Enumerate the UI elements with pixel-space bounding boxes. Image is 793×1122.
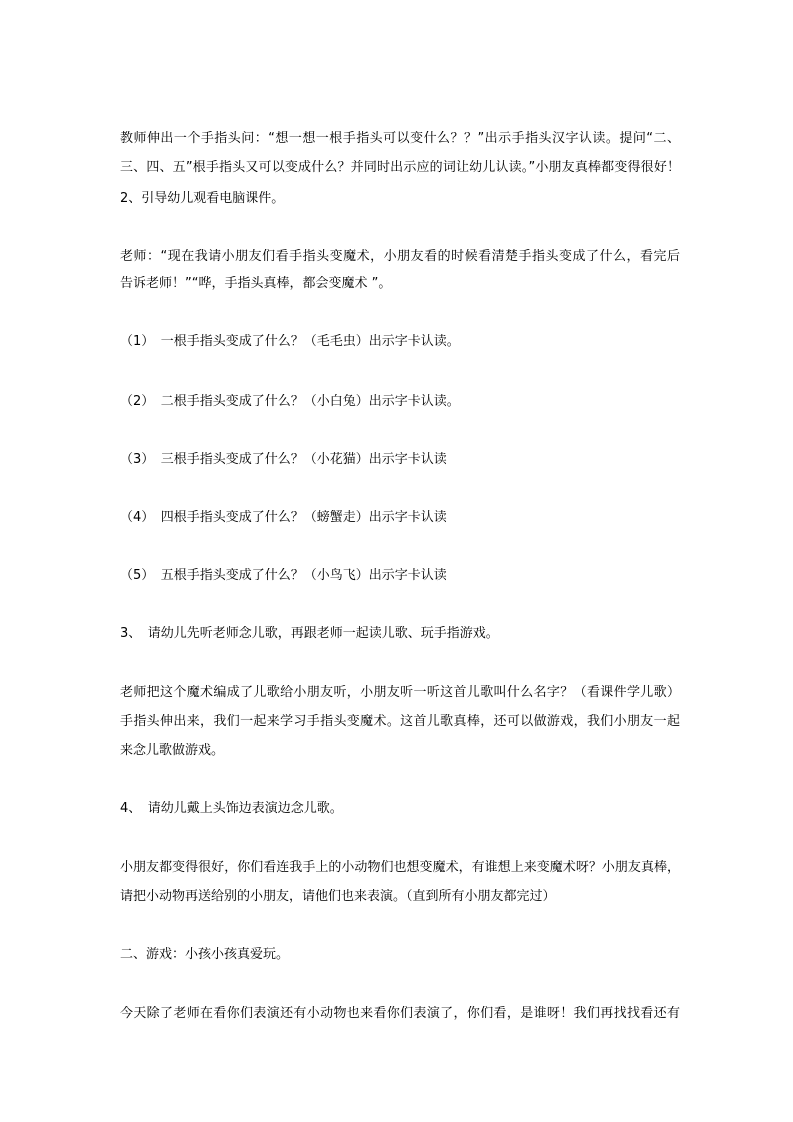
text-line-4: 老师：“现在我请小朋友们看手指头变魔术，小朋友看的时候看清楚手指头变成了什么，看完后: [120, 249, 680, 264]
text-line-5: 告诉老师！”“哗，手指头真棒，都会变魔术 ”。: [120, 276, 392, 291]
text-line-17: 请把小动物再送给别的小朋友，请他们也来表演。（直到所有小朋友都完过）: [120, 889, 556, 904]
list-item-4: （4） 四根手指头变成了什么？（螃蟹走）出示字卡认读: [120, 510, 447, 525]
text-line-13: 手指头伸出来，我们一起来学习手指头变魔术。这首儿歌真棒，还可以做游戏，我们小朋友一起: [120, 714, 680, 729]
text-line-16: 小朋友都变得很好，你们看连我手上的小动物们也想变魔术，有谁想上来变魔术呀？小朋友真棒，: [120, 860, 680, 875]
list-item-5: （5） 五根手指头变成了什么？（小鸟飞）出示字卡认读: [120, 568, 447, 583]
list-item-1: （1） 一根手指头变成了什么？（毛毛虫）出示字卡认读。: [120, 334, 460, 349]
text-line-19: 今天除了老师在看你们表演还有小动物也来看你们表演了，你们看，是谁呀！我们再找找看还有: [120, 1006, 680, 1021]
section-heading-2: 2、引导幼儿观看电脑课件。: [120, 191, 285, 206]
section-heading-3: 3、 请幼儿先听老师念儿歌，再跟老师一起读儿歌、玩手指游戏。: [120, 626, 499, 641]
text-line-2: 三、四、五”根手指头又可以变成什么？并同时出示应的词让幼儿认读。”小朋友真棒都变得很好！: [120, 160, 680, 175]
text-line-14: 来念儿歌做游戏。: [120, 743, 225, 758]
text-line-12: 老师把这个魔术编成了儿歌给小朋友听，小朋友听一听这首儿歌叫什么名字？（看课件学儿歌）: [120, 685, 680, 700]
list-item-3: （3） 三根手指头变成了什么？（小花猫）出示字卡认读: [120, 452, 447, 467]
list-item-2: （2） 二根手指头变成了什么？（小白兔）出示字卡认读。: [120, 394, 460, 409]
text-line-1: 教师伸出一个手指头问：“想一想一根手指头可以变什么？？”出示手指头汉字认读。提问“二、: [120, 131, 680, 146]
section-heading-4: 4、 请幼儿戴上头饰边表演边念儿歌。: [120, 801, 343, 816]
section-heading-game: 二、游戏：小孩小孩真爱玩。: [120, 947, 290, 962]
